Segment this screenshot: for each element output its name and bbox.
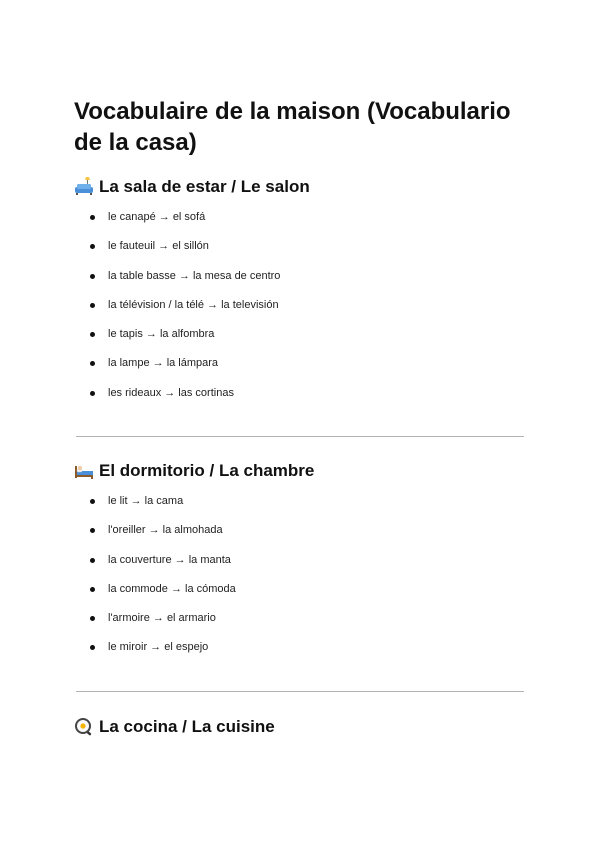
- list-item: le tapis → la alfombra: [88, 326, 280, 355]
- list-item: les rideaux → las cortinas: [88, 385, 280, 414]
- couch-and-lamp-icon: [74, 177, 94, 197]
- frying-pan-egg-icon: [74, 717, 94, 737]
- list-item: l'armoire → el armario: [88, 610, 236, 639]
- list-item: la lampe → la lámpara: [88, 355, 280, 384]
- section-heading-kitchen: [74, 716, 275, 738]
- list-item: le canapé → el sofá: [88, 209, 280, 238]
- section-heading-living-room: [74, 176, 310, 198]
- list-item: la télévision / la télé → la televisión: [88, 297, 280, 326]
- section-divider: [76, 436, 524, 437]
- section-divider: [76, 691, 524, 692]
- section-heading-text: El dormitorio / La chambre: [99, 461, 315, 480]
- list-item: le lit → la cama: [88, 493, 236, 522]
- page-title: Vocabulaire de la maison (Vocabulario de la casa): [74, 98, 511, 156]
- section-heading-text: La sala de estar / Le salon: [99, 177, 310, 196]
- list-item: la table basse → la mesa de centro: [88, 268, 280, 297]
- living-room-vocab-list: [88, 209, 280, 414]
- bed-icon: [74, 461, 94, 481]
- section-heading-text: La cocina / La cuisine: [99, 717, 275, 736]
- section-heading-bedroom: [74, 460, 314, 482]
- list-item: le miroir → el espejo: [88, 639, 236, 668]
- bedroom-vocab-list: [88, 493, 236, 669]
- list-item: l'oreiller → la almohada: [88, 522, 236, 551]
- list-item: la couverture → la manta: [88, 552, 236, 581]
- list-item: la commode → la cómoda: [88, 581, 236, 610]
- list-item: le fauteuil → el sillón: [88, 238, 280, 267]
